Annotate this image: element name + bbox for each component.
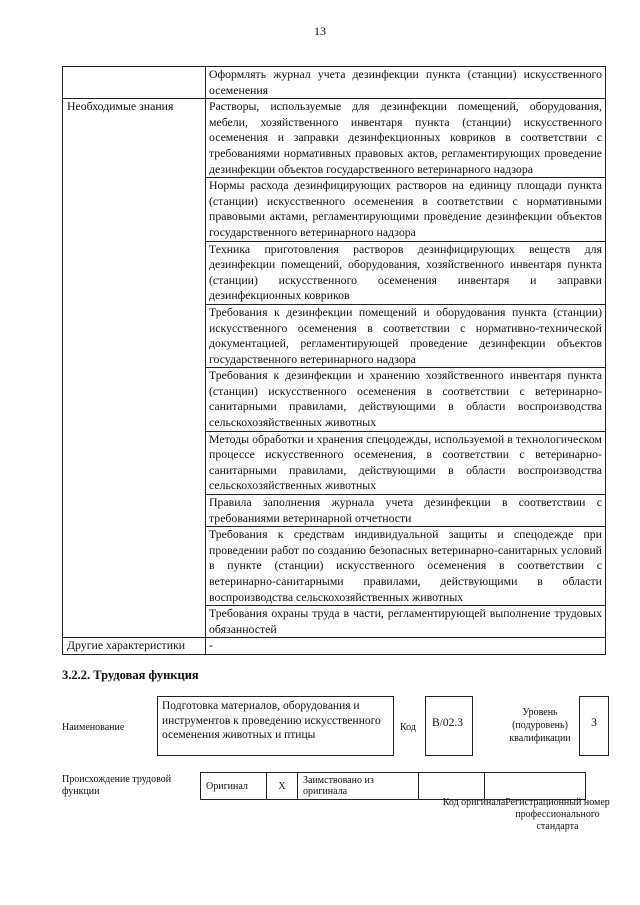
origin-borrowed-label: Заимствовано из оригинала: [298, 773, 419, 800]
list-item: Методы обработки и хранения спецодежды, используемой в технологическом процессе искусственного осеменения, в соответствии с ветеринарно-санитарными правилами, действующими в области воспроизводства сельскохозяйственных животных: [206, 431, 606, 494]
list-item: Нормы расхода дезинфицирующих растворов на единицу площади пункта (станции) искусственного осеменения в соответствии с нормативными правовыми актами, регламентирующими проведение дезинфекции объектов государственного ветеринарного надзора: [206, 178, 606, 241]
function-header: [62, 696, 610, 764]
origin-label: Происхождение трудовой функции: [62, 774, 172, 797]
list-item: Техника приготовления растворов дезинфицирующих веществ для дезинфекции помещений, оборудования, хозяйственного инвентаря пункта (станции) искусственного осеменения инвентаря и заправки дезинфекционных ковриков: [206, 241, 606, 304]
list-item: Правила заполнения журнала учета дезинфекции в соответствии с требованиями ветеринарной отчетности: [206, 495, 606, 527]
original-code-caption: Код оригинала: [442, 797, 506, 808]
other-value: -: [206, 638, 606, 655]
list-item: Требования охраны труда в части, регламентирующей выполнение трудовых обязанностей: [206, 606, 606, 638]
level-label: Уровень (подуровень) квалификации: [509, 707, 571, 744]
empty-label-cell: [63, 67, 206, 99]
level-value: 3: [579, 696, 609, 756]
list-item: Требования к дезинфекции помещений и оборудования пункта (станции) искусственного осеменения в соответствии с нормативно-технической документацией, регламентирующей проведение дезинфекции объектов государственного ветеринарного надзора: [206, 304, 606, 367]
list-item: Оформлять журнал учета дезинфекции пункта (станции) искусственного осеменения: [206, 67, 606, 99]
code-value: B/02.3: [425, 696, 473, 756]
origin-mark: X: [267, 773, 298, 800]
table-row: [63, 67, 606, 99]
origin-table: [200, 772, 586, 800]
table-row: [63, 99, 606, 178]
table-row: [63, 638, 606, 655]
list-item: Требования к средствам индивидуальной защиты и спецодежде при проведении работ по созданию безопасных ветеринарно-санитарных условий в пункте (станции) искусственного осеменения в соответствии с ветеринарно-санитарными правилами, действующими в области воспроизводства сельскохозяйственных животных: [206, 527, 606, 606]
knowledge-table: [62, 66, 606, 655]
knowledge-label: Необходимые знания: [63, 99, 206, 638]
origin-reg-cell: [485, 773, 586, 800]
origin-original-label: Оригинал: [201, 773, 267, 800]
page-number: 13: [314, 24, 326, 38]
origin-code-cell: [419, 773, 485, 800]
name-label: Наименование: [62, 722, 125, 733]
reg-number-caption: Регистрационный номер профессионального стандарта: [505, 797, 610, 832]
list-item: Растворы, используемые для дезинфекции помещений, оборудования, мебели, хозяйственного инвентаря пункта (станции) искусственного осеменения и заправки дезинфекционных ковриков в соответствии с требованиями нормативных правовых актов, регламентирующих проведение дезинфекции объектов государственного ветеринарного надзора: [206, 99, 606, 178]
name-value: Подготовка материалов, оборудования и инструментов к проведению искусственного осеменения животных и птицы: [157, 696, 394, 756]
section-title: 3.2.2. Трудовая функция: [62, 668, 199, 682]
code-label: Код: [400, 722, 416, 733]
list-item: Требования к дезинфекции и хранению хозяйственного инвентаря пункта (станции) искусственного осеменения в соответствии с ветеринарно-санитарными правилами, действующими в области воспроизводства сельскохозяйственных животных: [206, 368, 606, 431]
other-label: Другие характеристики: [63, 638, 206, 655]
